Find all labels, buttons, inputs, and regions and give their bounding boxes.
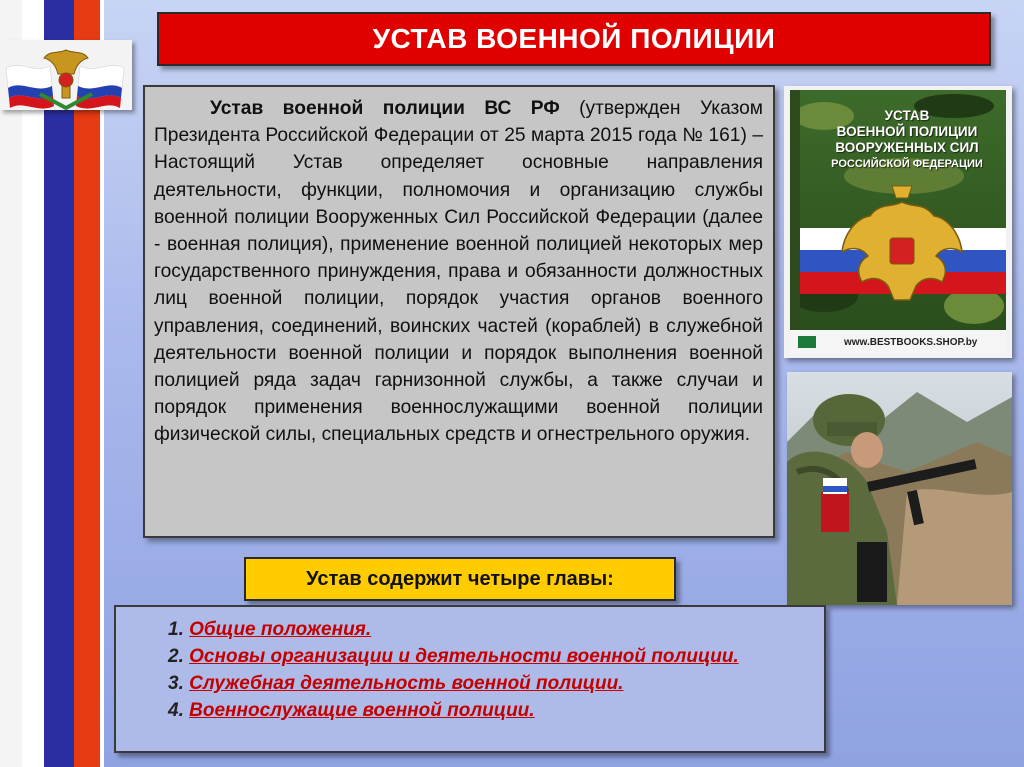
stripe-white [22,0,44,767]
main-text-box [143,85,775,538]
stripe-white-outer [0,0,22,767]
page-title: УСТАВ ВОЕННОЙ ПОЛИЦИИ [372,23,776,54]
main-paragraph-lead: Устав военной полиции ВС РФ [210,98,560,119]
book-title [802,108,1012,172]
stripe-blue [44,0,74,767]
chapter-number: 1. [168,619,184,640]
chapter-label: Общие положения. [189,619,372,640]
list-item [126,697,814,724]
main-paragraph [154,95,763,449]
chapters-heading-text: Устав содержит четыре главы: [306,567,614,590]
chapters-list [114,605,826,753]
chapter-number: 3. [168,673,184,694]
book-site: www.BESTBOOKS.SHOP.by [844,337,978,348]
chapter-label: Военнослужащие военной полиции. [189,700,535,721]
list-item [126,616,814,643]
book-title-line2: ВОЕННОЙ ПОЛИЦИИ [836,124,978,139]
list-item [126,643,814,670]
chapter-number: 4. [168,700,184,721]
book-cover-image [784,86,1012,358]
chapter-label: Основы организации и деятельности военной полиции. [189,646,739,667]
book-title-line1: УСТАВ [884,108,930,123]
book-title-line3: ВООРУЖЕННЫХ СИЛ [835,140,979,155]
soldier-photo [787,372,1012,605]
list-item [126,670,814,697]
chapter-number: 2. [168,646,184,667]
book-title-line4: РОССИЙСКОЙ ФЕДЕРАЦИИ [831,158,983,170]
title-bar [157,12,991,66]
main-paragraph-body: (утвержден Указом Президента Российской Федерации от 25 марта 2015 года № 161) – Настоящий Устав определяет основные направления деятельности, функции, полномочия и организацию службы военной полиции Вооруженных Сил Российской Федерации (далее - военная полиция), применение военной полицией некоторых мер государственного принуждения, права и обязанности должностных лиц военной полиции, порядок участия органов военного управления, соединений, воинских частей (кораблей) в служебной деятельности военной полиции и порядок выполнения военной полицией ряда задач гарнизонной службы, а также случаи и порядок применения военнослужащими военной полиции физической силы, специальных средств и огнестрельного оружия. [154,98,763,446]
emblem-icon [0,40,132,110]
chapter-label: Служебная деятельность военной полиции. [189,673,624,694]
chapters-heading [244,557,676,601]
stripe-red [74,0,100,767]
stripe-edge [100,0,104,767]
